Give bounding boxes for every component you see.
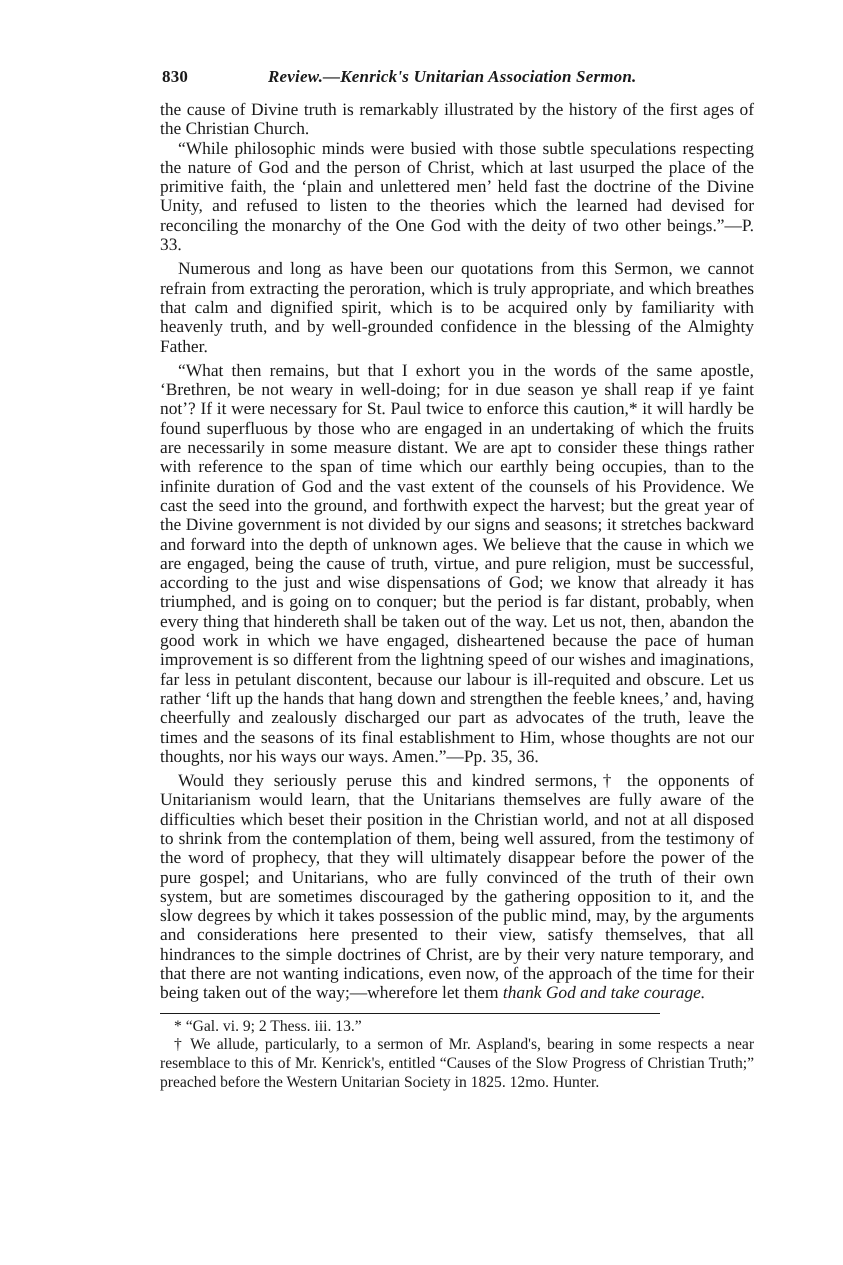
conclusion-italic-text: thank God and take courage. (502, 982, 706, 1003)
footnote-text: We allude, particularly, to a sermon of Mr. Aspland's, bearing in some respects a near resemblace to this of Mr. Kenrick's, entitled “Causes of the Slow Progress of Christian Truth;” preached before the Western Unitarian Society in 1825. 12mo. Hunter. (160, 1036, 755, 1092)
paragraph-peroration-intro: Numerous and long as have been our quotations from this Sermon, we cannot refrain from extracting the peroration, which is truly appropriate, and which breathes that calm and dignified spirit, which is to be acquired only by familiarity with heavenly truth, and by well-grounded confidence in the blessing of the Almighty Father. (160, 258, 754, 356)
footnote-marker: † (174, 1036, 185, 1054)
footnote-dagger (160, 1036, 754, 1092)
running-title: Review.—Kenrick's Unitarian Association Sermon. (268, 67, 637, 86)
page-number: 830 (162, 67, 189, 86)
paragraph-peroration-quote: “What then remains, but that I exhort you in the words of the same apostle, ‘Brethren, be not weary in well-doing; for in due season ye shall reap if ye faint not’? If it were necessary for St. Paul twice to enforce this caution,* it will hardly be found superfluous by those who are engaged in an undertaking of which the fruits are necessarily in some measure distant. We are apt to consider these things rather with reference to the span of time which our earthly being occupies, than to the infinite duration of God and the vast extent of the counsels of his Providence. We cast the seed into the ground, and forthwith expect the harvest; but the great year of the Divine government is not divided by our signs and seasons; it stretches backward and forward into the depth of unknown ages. We believe that the cause in which we are engaged, being the cause of truth, virtue, and pure religion, must be successful, according to the just and wise dispensations of God; we know that already it has triumphed, and is going on to conquer; but the period is far distant, probably, when every thing that hindereth shall be taken out of the way. Let us not, then, abandon the good work in which we have engaged, disheartened because the pace of human improvement is so different from the lightning speed of our wishes and imaginations, far less in petulant discontent, because our labour is ill-requited and obscure. Let us rather ‘lift up the hands that hang down and strengthen the feeble knees,’ and, having cheerfully and zealously discharged our part as advocates of the truth, leave the times and the seasons of its final establishment to Him, whose thoughts are not our thoughts, nor his ways our ways. Amen.”—Pp. 35, 36. (160, 359, 754, 766)
running-header (160, 66, 754, 92)
footnote-asterisk (160, 1018, 754, 1037)
paragraph-conclusion (160, 771, 754, 1003)
footnote-marker: * (174, 1017, 182, 1035)
paragraph-continuation: the cause of Divine truth is remarkably illustrated by the history of the first ages of the Christian Church. (160, 99, 754, 139)
conclusion-text: Would they seriously peruse this and kindred sermons,† the opponents of Unitarianism would learn, that the Unitarians themselves are fully aware of the difficulties which beset their position in the Christian world, and not at all disposed to shrink from the contemplation of them, being well assured, from the testimony of the word of prophecy, that they will ultimately disappear before the power of the pure gospel; and Unitarians, who are fully convinced of the truth of their own system, but are sometimes discouraged by the gathering opposition to it, and the slow degrees by which it takes possession of the public mind, may, by the arguments and considerations here presented to their view, satisfy themselves, that all hindrances to the simple doctrines of Christ, are by their very nature temporary, and that there are not wanting indications, even now, of the approach of the time for their being taken out of the way;—wherefore let them (160, 770, 754, 1003)
footnote-divider (160, 1013, 660, 1014)
footnote-text: “Gal. vi. 9; 2 Thess. iii. 13.” (185, 1017, 362, 1035)
paragraph-quotation-p33: “While philosophic minds were busied with those subtle speculations respecting the nature of God and the person of Christ, which at last usurped the place of the primitive faith, the ‘plain and unlettered men’ held fast the doctrine of the Divine Unity, and refused to listen to the theories which the learned had devised for reconciling the monarchy of the One God with the deity of two other beings.”—P. 33. (160, 137, 754, 255)
book-page (160, 66, 754, 1093)
footnotes (160, 1018, 754, 1093)
body-text (160, 100, 754, 1003)
